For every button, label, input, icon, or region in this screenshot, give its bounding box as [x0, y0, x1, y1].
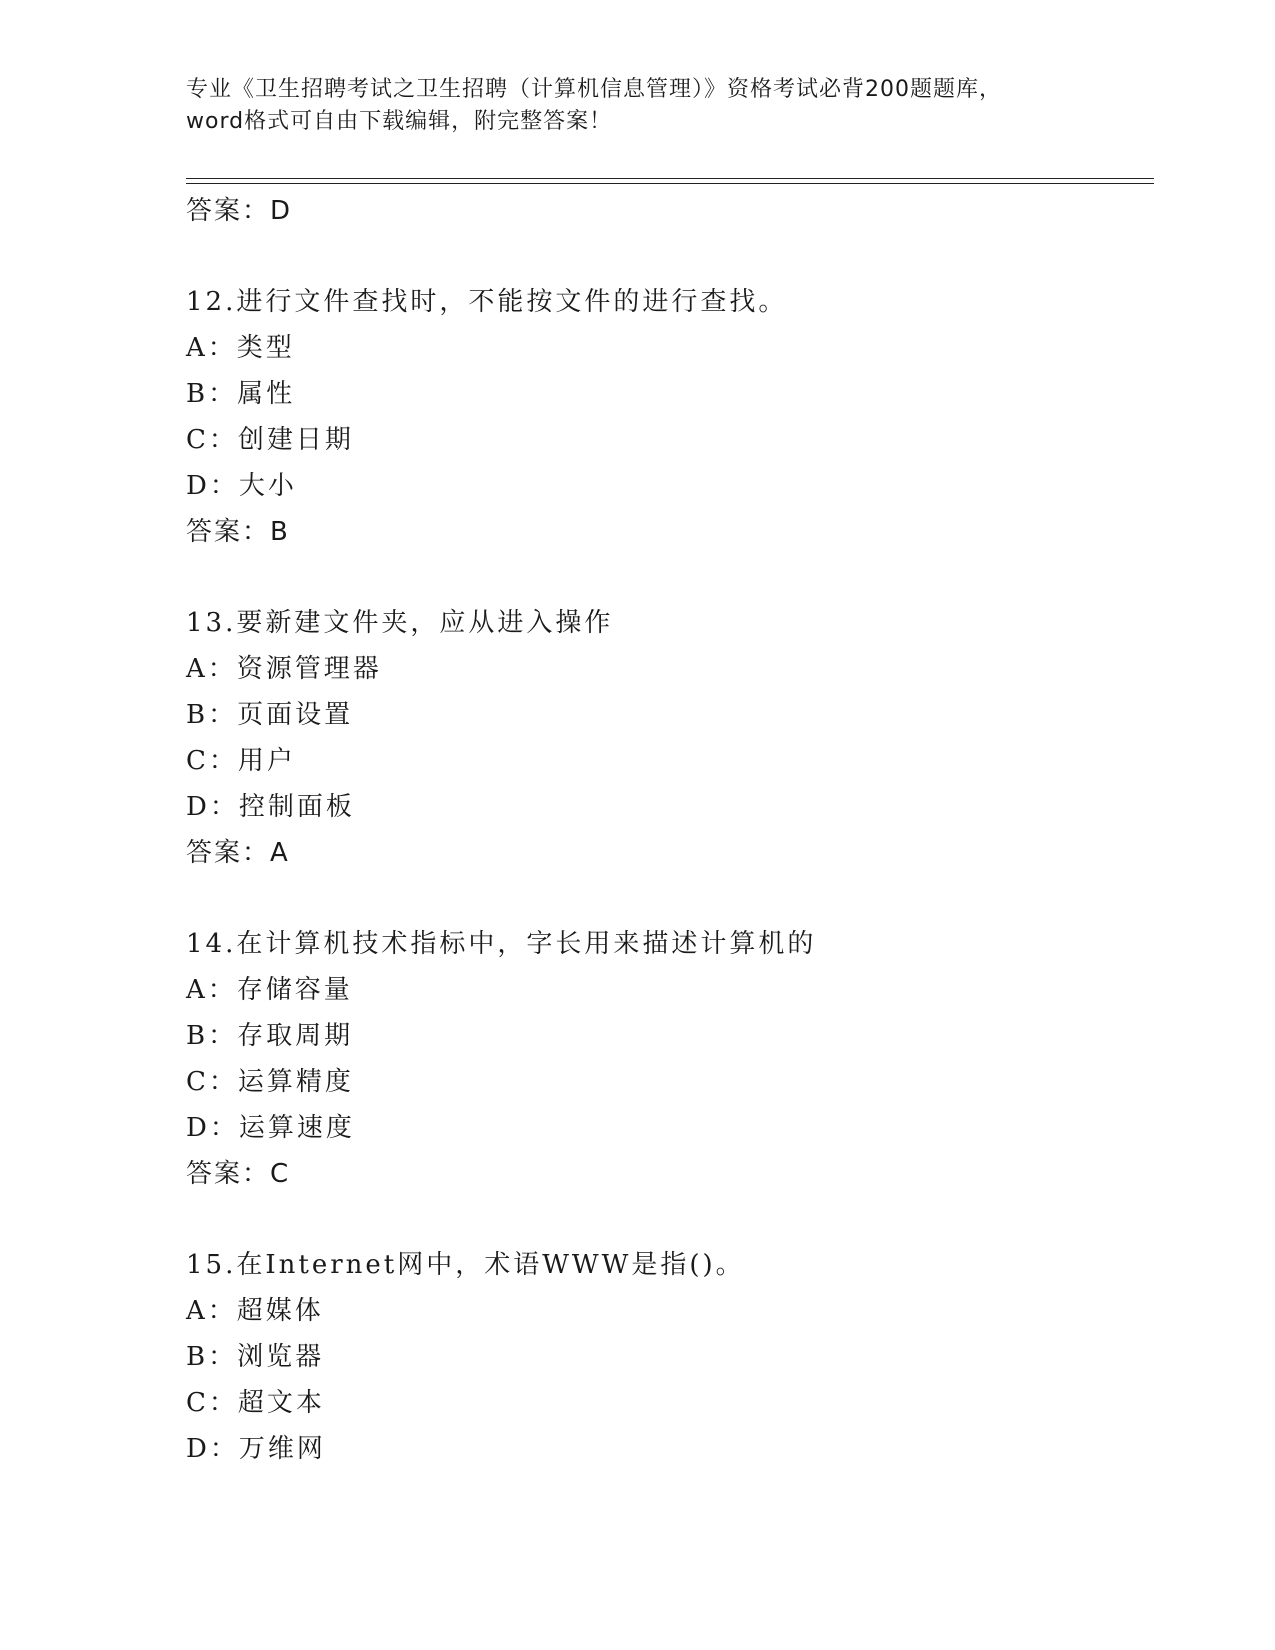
question-text: 15.在Internet网中，术语WWW是指()。 — [186, 1250, 745, 1280]
spacer — [186, 555, 1154, 600]
question-block — [186, 600, 1154, 876]
option-c: C：超文本 — [186, 1388, 325, 1418]
option-b: B：页面设置 — [186, 700, 354, 730]
question-block — [186, 921, 1154, 1197]
answer-line: 答案：A — [186, 838, 290, 868]
option-d: D：控制面板 — [186, 792, 355, 822]
option-d: D：运算速度 — [186, 1113, 355, 1143]
question-text: 12.进行文件查找时，不能按文件的进行查找。 — [186, 287, 788, 317]
question-block — [186, 279, 1154, 555]
option-b: B：属性 — [186, 379, 296, 409]
option-d: D：大小 — [186, 471, 297, 501]
option-d: D：万维网 — [186, 1434, 326, 1464]
option-c: C：运算精度 — [186, 1067, 354, 1097]
header-title-line-2: word格式可自由下载编辑，附完整答案！ — [186, 109, 613, 134]
answer-line: 答案：D — [186, 196, 293, 226]
header-title-line-1: 专业《卫生招聘考试之卫生招聘（计算机信息管理）》资格考试必背200题题库， — [186, 77, 1002, 102]
option-a: A：超媒体 — [186, 1296, 324, 1326]
header-divider-top — [186, 178, 1154, 179]
document-header — [186, 74, 1086, 138]
option-c: C：用户 — [186, 746, 296, 776]
option-c: C：创建日期 — [186, 425, 354, 455]
header-divider-bottom — [186, 183, 1154, 184]
question-list — [186, 188, 1154, 1472]
option-b: B：存取周期 — [186, 1021, 354, 1051]
question-block — [186, 1242, 1154, 1472]
question-text: 13.要新建文件夹，应从进入操作 — [186, 608, 614, 638]
answer-line: 答案：C — [186, 1159, 291, 1189]
option-a: A：类型 — [186, 333, 295, 363]
question-text: 14.在计算机技术指标中，字长用来描述计算机的 — [186, 929, 817, 959]
option-a: A：存储容量 — [186, 975, 353, 1005]
spacer — [186, 234, 1154, 279]
answer-line: 答案：B — [186, 517, 290, 547]
spacer — [186, 1197, 1154, 1242]
option-b: B：浏览器 — [186, 1342, 325, 1372]
option-a: A：资源管理器 — [186, 654, 382, 684]
spacer — [186, 876, 1154, 921]
